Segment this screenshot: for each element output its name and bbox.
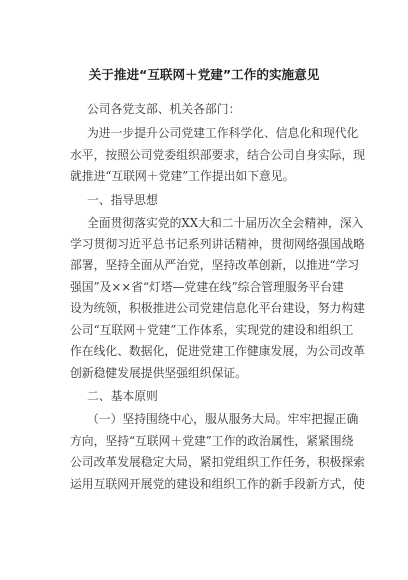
section1-line-6: 公司“互联网＋党建”工作体系，实现党的建设和组织工	[70, 323, 354, 337]
section1-line-7: 作在线化、数据化，促进党建工作健康发展，为公司改革	[70, 344, 365, 358]
section2-line-1: （一）坚持围绕中心，服从服务大局。牢牢把握正确	[87, 412, 359, 426]
section1-line-5: 设为统领，积极推进公司党建信息化平台建设，努力构建	[70, 301, 365, 315]
section2-line-4: 运用互联网开展党的建设和组织工作的新手段新方式，使	[70, 477, 365, 491]
intro-line-2: 水平，按照公司党委组织部要求，结合公司自身实际，现	[70, 148, 365, 162]
intro-line-1: 为进一步提升公司党建工作科学化、信息化和现代化	[87, 126, 359, 140]
section2-line-3: 公司改革发展稳定大局，紧扣党组织工作任务，积极探索	[70, 455, 365, 469]
section1-line-4: 强国”及××省“灯塔—党建在线”综合管理服务平台建	[70, 280, 344, 294]
salutation: 公司各党支部、机关各部门：	[87, 102, 241, 116]
section1-line-3: 部署，坚持全面从严治党，坚持改革创新，以推进“学习	[70, 258, 360, 272]
section-heading-guiding-ideology: 一、指导思想	[87, 193, 158, 207]
section1-line-8: 创新稳健发展提供坚强组织保证。	[70, 366, 247, 380]
intro-line-3: 就推进“互联网＋党建”工作提出如下意见。	[70, 169, 295, 183]
document-title: 关于推进“互联网＋党建”工作的实施意见	[88, 67, 320, 82]
section1-line-2: 学习贯彻习近平总书记系列讲话精神，贯彻网络强国战略	[70, 237, 365, 251]
section-heading-basic-principles: 二、基本原则	[87, 389, 158, 403]
section2-line-2: 方向，坚持“互联网＋党建”工作的政治属性，紧紧围绕	[70, 434, 354, 448]
section1-line-1: 全面贯彻落实党的XX大和二十届历次全会精神，深入	[87, 216, 364, 230]
